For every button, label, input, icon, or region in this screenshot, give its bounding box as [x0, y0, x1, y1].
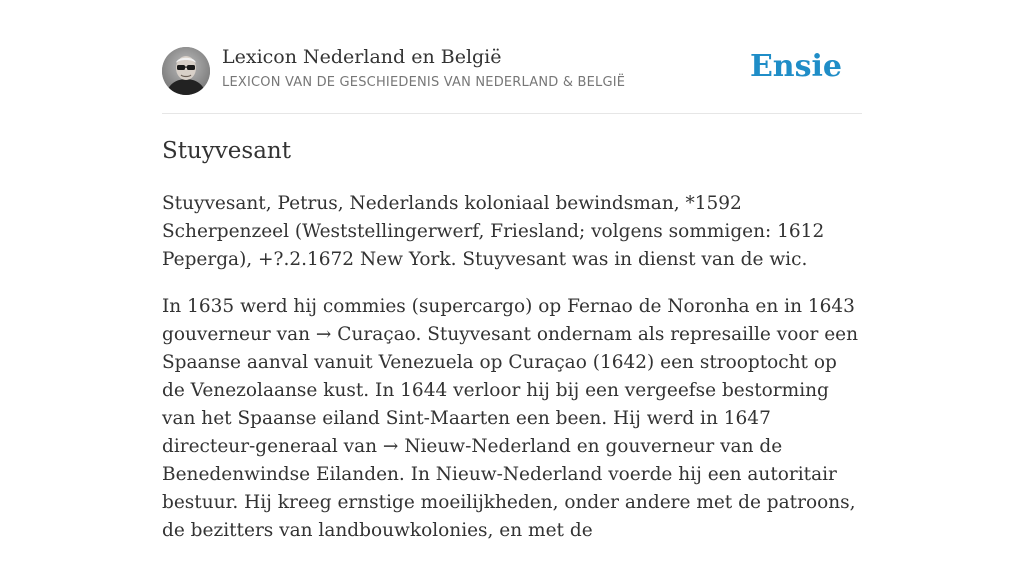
site-title[interactable]: Lexicon Nederland en België	[222, 46, 502, 68]
article-body	[162, 190, 862, 564]
person-portrait-icon	[162, 47, 210, 95]
site-subtitle: LEXICON VAN DE GESCHIEDENIS VAN NEDERLAND & BELGIË	[222, 75, 626, 90]
avatar[interactable]	[162, 47, 210, 95]
page-title: Stuyvesant	[162, 138, 291, 164]
article-paragraph: Stuyvesant, Petrus, Nederlands koloniaal bewindsman, *1592 Scherpenzeel (Weststellingerwerf, Friesland; volgens sommigen: 1612 Peperga), +?.2.1672 New York. Stuyvesant was in dienst van de wic.	[162, 193, 825, 270]
article-paragraph: In 1635 werd hij commies (supercargo) op Fernao de Noronha en in 1643 gouverneur van → Curaçao. Stuyvesant ondernam als represaille voor een Spaanse aanval vanuit Venezuela op Curaçao (1642) een strooptocht op de Venezolaanse kust. In 1644 verloor hij bij een vergeefse bestorming van het Spaanse eiland Sint-Maarten een been. Hij werd in 1647 directeur-generaal van → Nieuw-Nederland en gouverneur van de Benedenwindse Eilanden. In Nieuw-Nederland voerde hij een autoritair bestuur. Hij kreeg ernstige moeilijkheden, onder andere met de patroons, de bezitters van landbouwkolonies, en met de	[162, 296, 858, 541]
page-container	[162, 0, 862, 541]
brand-logo-link[interactable]: Ensie	[749, 49, 842, 84]
site-header	[162, 0, 862, 114]
